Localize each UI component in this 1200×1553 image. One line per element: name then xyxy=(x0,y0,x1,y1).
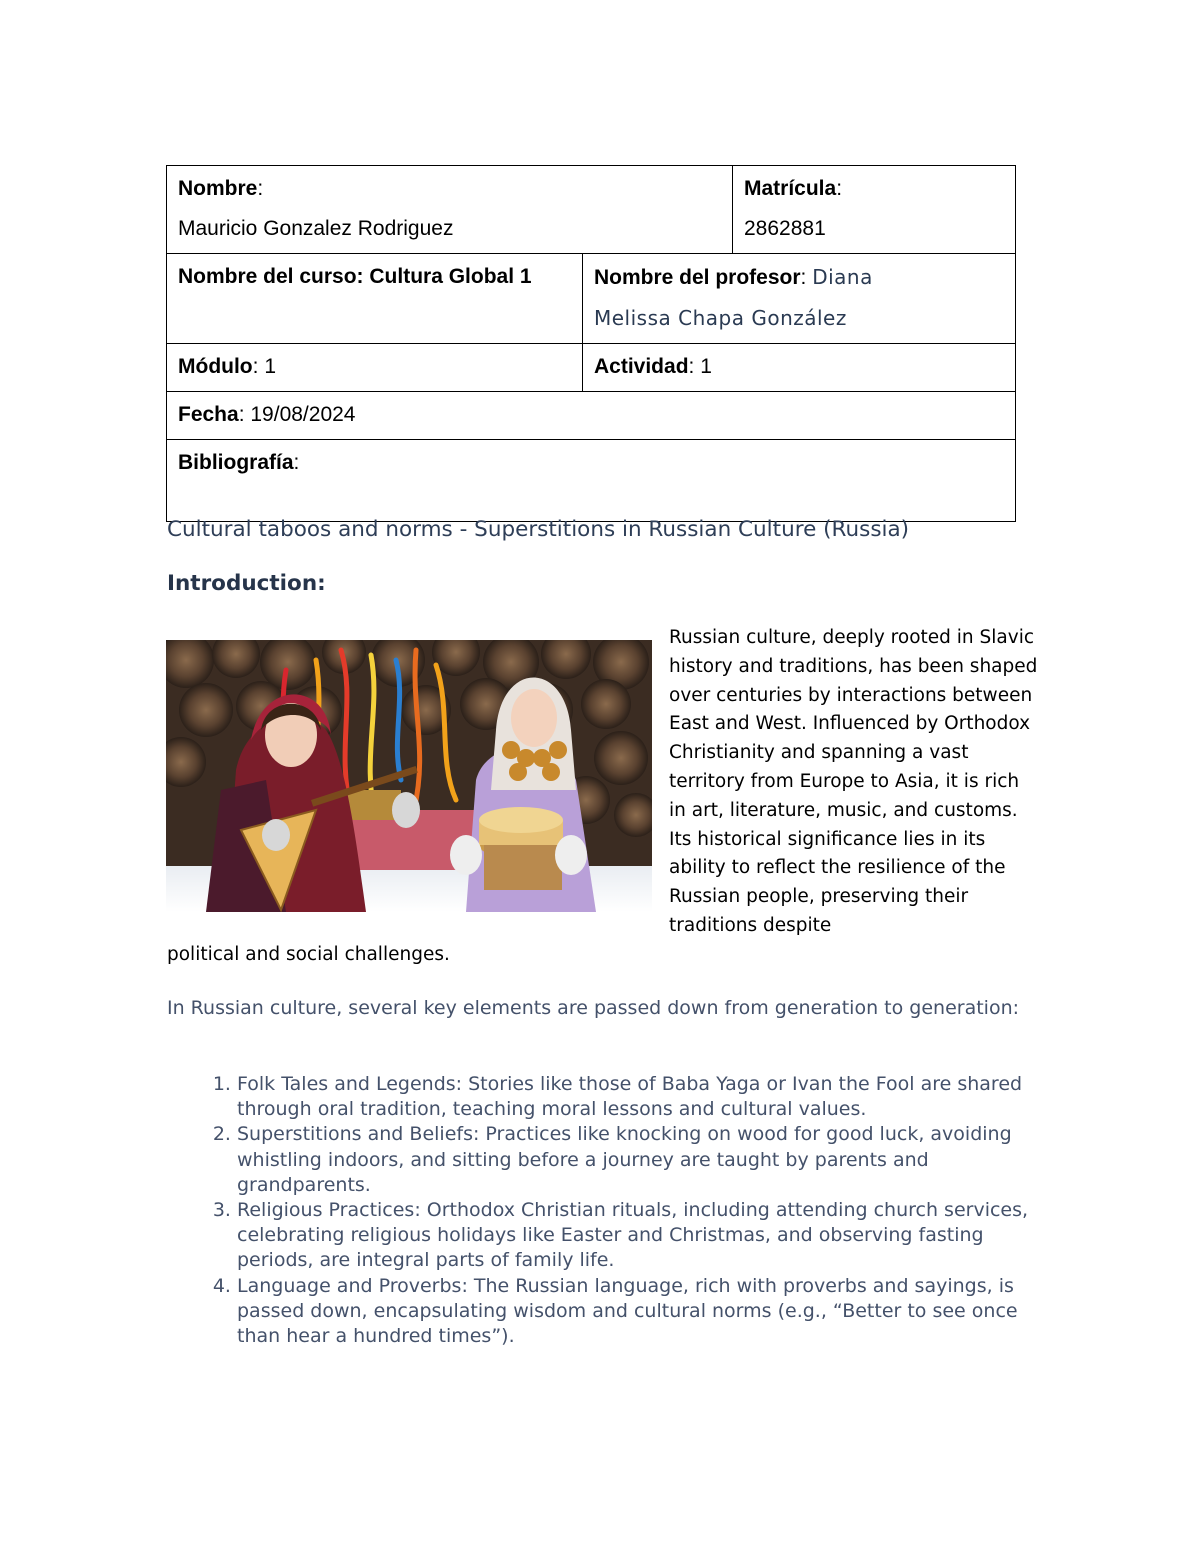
list-item: 3. Religious Practices: Orthodox Christian rituals, including attending church services, celebrating religious holidays like Easter and Christmas, and observing fasting periods, are integral parts of family life. xyxy=(237,1198,1029,1274)
matricula-cell: Matrícula: 2862881 xyxy=(733,166,1016,254)
bibliografia-label: Bibliografía xyxy=(178,451,294,474)
matricula-label: Matrícula xyxy=(744,177,837,200)
actividad-value: 1 xyxy=(700,355,712,378)
actividad-label: Actividad xyxy=(594,355,689,378)
profesor-cell: Nombre del profesor: Diana Melissa Chapa González xyxy=(583,254,1016,344)
matricula-value: 2862881 xyxy=(744,217,826,240)
nombre-cell: Nombre: Mauricio Gonzalez Rodriguez xyxy=(167,166,733,254)
profesor-value-line1: Diana xyxy=(812,265,873,289)
tradition-list xyxy=(167,1072,1029,1349)
curso-cell: Nombre del curso: Cultura Global 1 xyxy=(167,254,583,344)
list-item: 1. Folk Tales and Legends: Stories like those of Baba Yaga or Ivan the Fool are shared through oral tradition, teaching moral lessons and cultural values. xyxy=(237,1072,1029,1122)
document-title: Cultural taboos and norms - Superstitions in Russian Culture (Russia) xyxy=(167,517,910,542)
generations-lead-paragraph: In Russian culture, several key elements are passed down from generation to generation: xyxy=(167,997,1020,1019)
russian-folk-women-photo xyxy=(166,640,652,912)
list-item: 4. Language and Proverbs: The Russian language, rich with proverbs and sayings, is passed down, encapsulating wisdom and cultural norms (e.g., “Better to see once than hear a hundred times”). xyxy=(237,1274,1029,1350)
list-item: 2. Superstitions and Beliefs: Practices like knocking on wood for good luck, avoiding whistling indoors, and sitting before a journey are taught by parents and grandparents. xyxy=(237,1122,1029,1198)
modulo-value: 1 xyxy=(264,355,276,378)
profesor-label: Nombre del profesor xyxy=(594,266,801,289)
actividad-cell: Actividad: 1 xyxy=(583,344,1016,392)
curso-label: Nombre del curso xyxy=(178,265,357,288)
introduction-heading: Introduction: xyxy=(167,571,326,596)
fecha-cell: Fecha: 19/08/2024 xyxy=(167,392,1016,440)
introduction-paragraph: Russian culture, deeply rooted in Slavic history and traditions, has been shaped over centuries by interactions between East and West. Influenced by Orthodox Christianity and spanning a vast territory from Europe to Asia, it is rich in art, literature, music, and customs. Its historical significance lies in its ability to reflect the resilience of the Russian people, preserving their traditions despite xyxy=(669,627,1038,936)
nombre-value: Mauricio Gonzalez Rodriguez xyxy=(178,217,454,240)
introduction-paragraph-tail: political and social challenges. xyxy=(167,944,450,965)
nombre-label: Nombre xyxy=(178,177,258,200)
student-info-table xyxy=(166,165,1016,522)
bibliografia-cell: Bibliografía: xyxy=(167,440,1016,522)
modulo-label: Módulo xyxy=(178,355,253,378)
profesor-value-line2: Melissa Chapa González xyxy=(594,306,847,330)
modulo-cell: Módulo: 1 xyxy=(167,344,583,392)
curso-value: Cultura Global 1 xyxy=(369,265,532,288)
fecha-value: 19/08/2024 xyxy=(250,403,356,426)
fecha-label: Fecha xyxy=(178,403,239,426)
